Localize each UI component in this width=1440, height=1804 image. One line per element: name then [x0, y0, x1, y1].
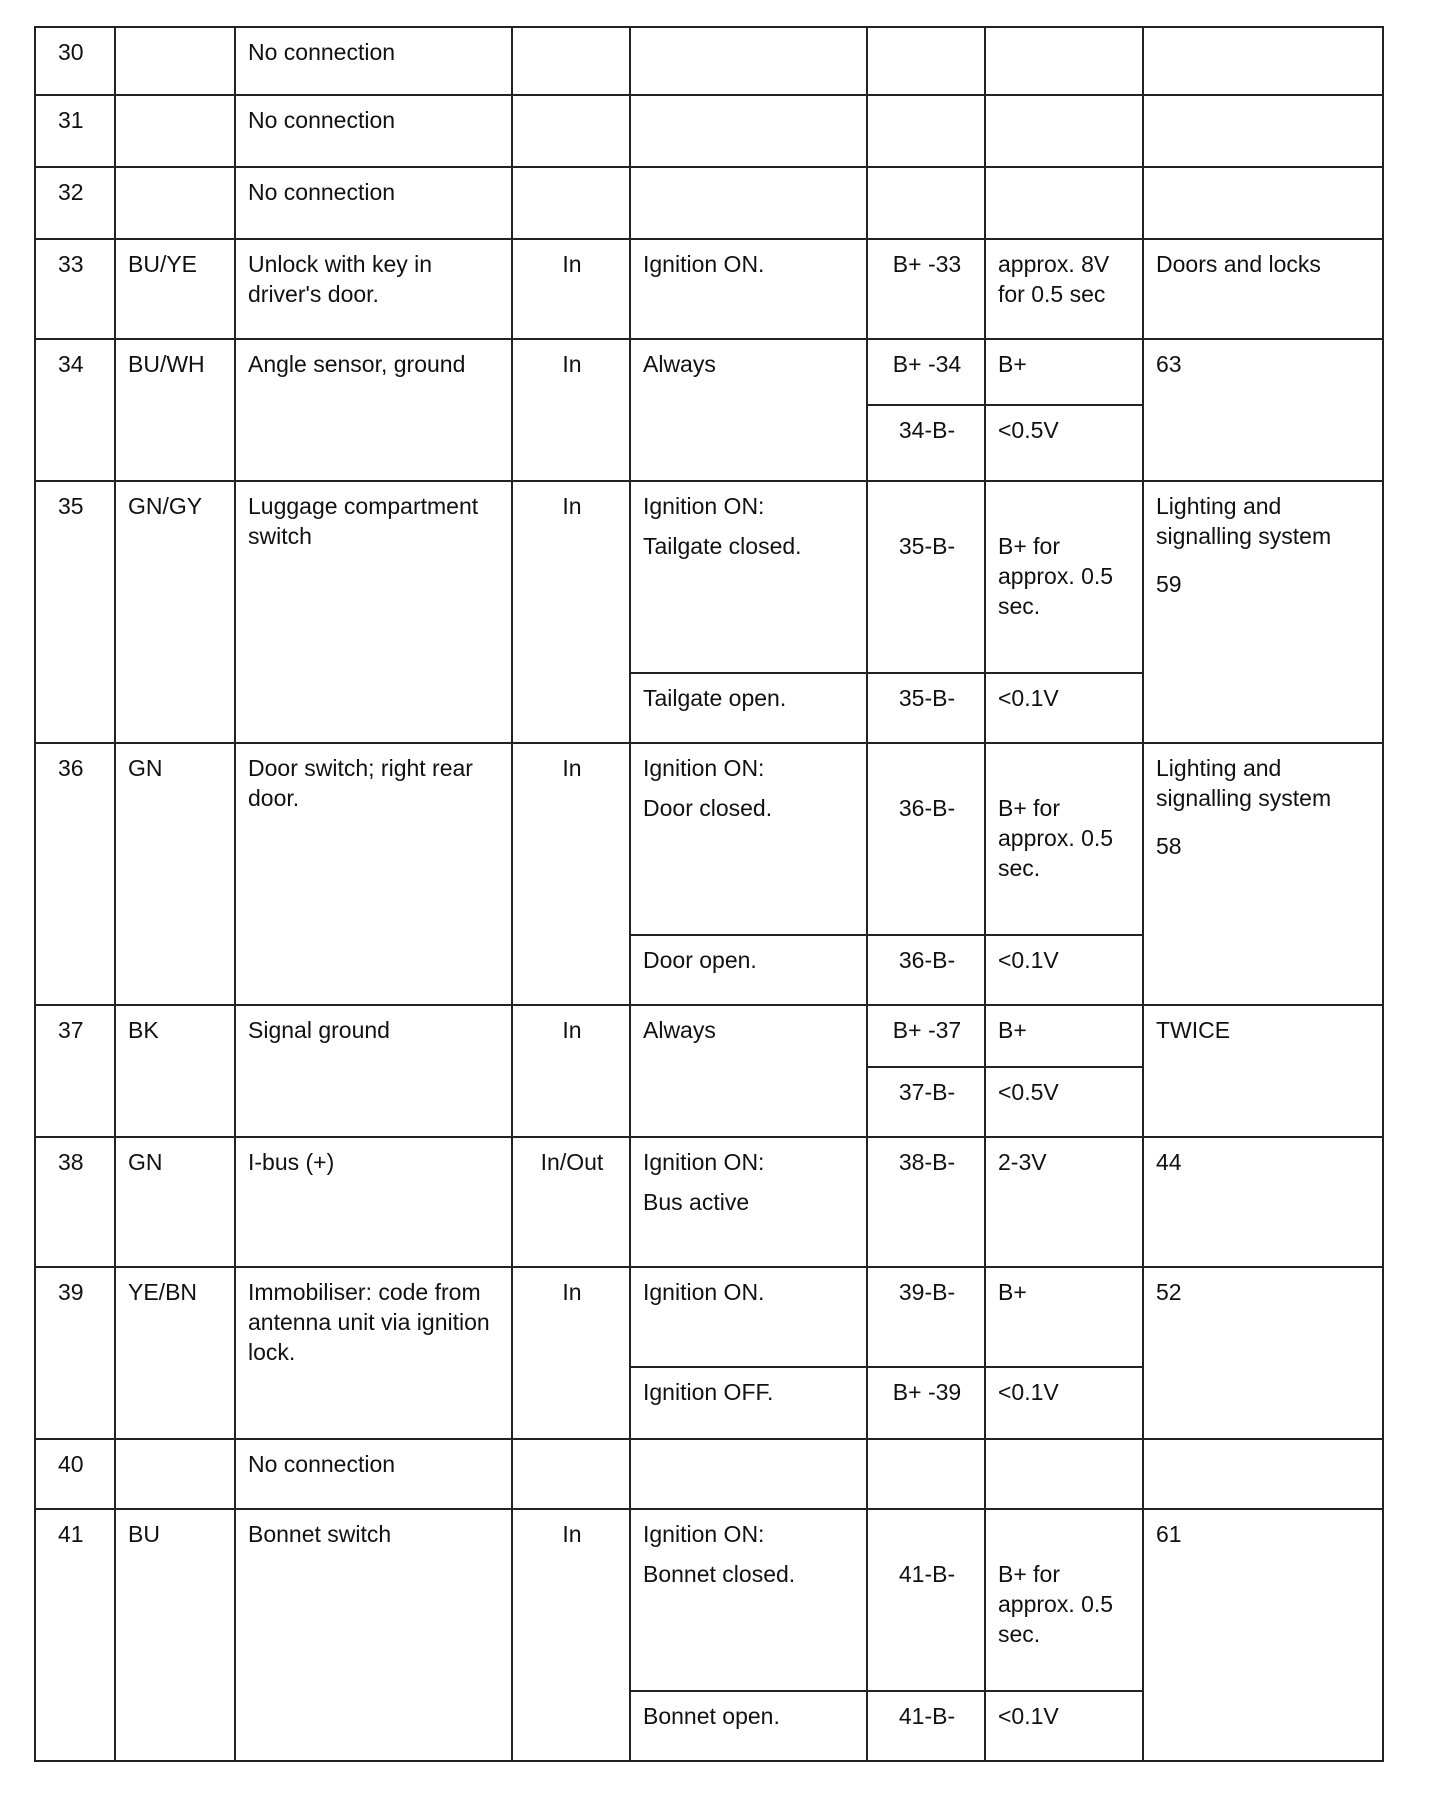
pin-function: Luggage compartment switch [235, 481, 512, 743]
pin-function: No connection [235, 95, 512, 167]
measure-between: 35-B- [867, 481, 985, 673]
condition-heading: Ignition ON: [643, 755, 765, 781]
condition-heading: Ignition ON: [643, 1521, 765, 1547]
signal-direction: In [512, 743, 630, 1005]
test-condition [630, 1509, 867, 1691]
pin-function: Bonnet switch [235, 1509, 512, 1761]
wire-color: GN [115, 1137, 235, 1267]
pin-function: No connection [235, 167, 512, 239]
table-row [35, 1439, 1383, 1509]
condition-state: Tailgate closed. [643, 532, 802, 559]
pin-function: Immobiliser: code from antenna unit via ignition lock. [235, 1267, 512, 1439]
signal-direction: In [512, 339, 630, 481]
reference: Doors and locks [1143, 239, 1383, 339]
reference: TWICE [1143, 1005, 1383, 1137]
reference-system: Lighting and signalling system [1156, 755, 1332, 811]
wire-color: GN/GY [115, 481, 235, 743]
condition-heading: Ignition ON: [643, 493, 765, 519]
wire-color: BU [115, 1509, 235, 1761]
pin-function: Angle sensor, ground [235, 339, 512, 481]
pin-number: 33 [35, 239, 115, 339]
pin-number: 32 [35, 167, 115, 239]
nominal-value: B+ [985, 1267, 1143, 1367]
test-condition: Always [630, 1005, 867, 1137]
wire-color: BU/WH [115, 339, 235, 481]
pin-number: 37 [35, 1005, 115, 1137]
measure-between: B+ -37 [867, 1005, 985, 1067]
pin-number: 41 [35, 1509, 115, 1761]
test-condition: Door open. [630, 935, 867, 1005]
test-condition: Ignition ON. [630, 1267, 867, 1367]
table-row [35, 1137, 1383, 1267]
pin-number: 31 [35, 95, 115, 167]
wire-color: BK [115, 1005, 235, 1137]
nominal-value: B+ [985, 1005, 1143, 1067]
measure-between: 35-B- [867, 673, 985, 743]
condition-state: Door closed. [643, 794, 773, 821]
nominal-value: <0.1V [985, 1691, 1143, 1761]
measure-between: 41-B- [867, 1509, 985, 1691]
reference: 44 [1143, 1137, 1383, 1267]
condition-heading: Ignition ON: [643, 1149, 765, 1175]
pin-number: 30 [35, 27, 115, 95]
nominal-value: <0.5V [985, 405, 1143, 481]
pin-assignment-table [34, 26, 1384, 1762]
signal-direction: In [512, 1267, 630, 1439]
wire-color [115, 27, 235, 95]
measure-between: 39-B- [867, 1267, 985, 1367]
nominal-value: approx. 8V for 0.5 sec [985, 239, 1143, 339]
test-condition [630, 1137, 867, 1267]
pin-function: Unlock with key in driver's door. [235, 239, 512, 339]
table-row [35, 239, 1383, 339]
nominal-value: B+ for approx. 0.5 sec. [985, 481, 1143, 673]
measure-between: B+ -39 [867, 1367, 985, 1439]
pin-function: No connection [235, 1439, 512, 1509]
reference [1143, 743, 1383, 1005]
table-row [35, 743, 1383, 935]
reference-number: 59 [1156, 570, 1182, 597]
signal-direction: In [512, 481, 630, 743]
condition-state: Bus active [643, 1188, 750, 1215]
nominal-value: <0.1V [985, 935, 1143, 1005]
table-row [35, 339, 1383, 405]
nominal-value: 2-3V [985, 1137, 1143, 1267]
reference-system: Lighting and signalling system [1156, 493, 1332, 549]
table-row [35, 27, 1383, 95]
wire-color [115, 1439, 235, 1509]
pin-number: 34 [35, 339, 115, 481]
measure-between: 36-B- [867, 935, 985, 1005]
wire-color: YE/BN [115, 1267, 235, 1439]
test-condition [630, 481, 867, 673]
measure-between: 34-B- [867, 405, 985, 481]
test-condition: Ignition OFF. [630, 1367, 867, 1439]
signal-direction: In [512, 239, 630, 339]
test-condition [630, 743, 867, 935]
reference-number: 58 [1156, 832, 1182, 859]
measure-between: 37-B- [867, 1067, 985, 1137]
pin-function: Signal ground [235, 1005, 512, 1137]
wire-color: GN [115, 743, 235, 1005]
nominal-value: <0.1V [985, 1367, 1143, 1439]
nominal-value: B+ for approx. 0.5 sec. [985, 1509, 1143, 1691]
nominal-value: B+ for approx. 0.5 sec. [985, 743, 1143, 935]
reference [1143, 481, 1383, 743]
signal-direction: In/Out [512, 1137, 630, 1267]
test-condition: Tailgate open. [630, 673, 867, 743]
test-condition: Bonnet open. [630, 1691, 867, 1761]
table-row [35, 167, 1383, 239]
pin-function: No connection [235, 27, 512, 95]
test-condition: Ignition ON. [630, 239, 867, 339]
signal-direction: In [512, 1509, 630, 1761]
table-row [35, 1267, 1383, 1367]
nominal-value: B+ [985, 339, 1143, 405]
pin-number: 38 [35, 1137, 115, 1267]
condition-state: Bonnet closed. [643, 1560, 796, 1587]
table-row [35, 481, 1383, 673]
measure-between: 38-B- [867, 1137, 985, 1267]
wire-color [115, 95, 235, 167]
table-row [35, 95, 1383, 167]
wire-color [115, 167, 235, 239]
wire-color: BU/YE [115, 239, 235, 339]
measure-between: 41-B- [867, 1691, 985, 1761]
table-row [35, 1509, 1383, 1691]
signal-direction: In [512, 1005, 630, 1137]
pin-number: 36 [35, 743, 115, 1005]
reference: 63 [1143, 339, 1383, 481]
pin-number: 35 [35, 481, 115, 743]
nominal-value: <0.5V [985, 1067, 1143, 1137]
measure-between: 36-B- [867, 743, 985, 935]
measure-between: B+ -33 [867, 239, 985, 339]
pin-function: I-bus (+) [235, 1137, 512, 1267]
table-row [35, 1005, 1383, 1067]
reference: 61 [1143, 1509, 1383, 1761]
test-condition: Always [630, 339, 867, 481]
reference: 52 [1143, 1267, 1383, 1439]
pin-number: 40 [35, 1439, 115, 1509]
pin-number: 39 [35, 1267, 115, 1439]
nominal-value: <0.1V [985, 673, 1143, 743]
pin-function: Door switch; right rear door. [235, 743, 512, 1005]
measure-between: B+ -34 [867, 339, 985, 405]
